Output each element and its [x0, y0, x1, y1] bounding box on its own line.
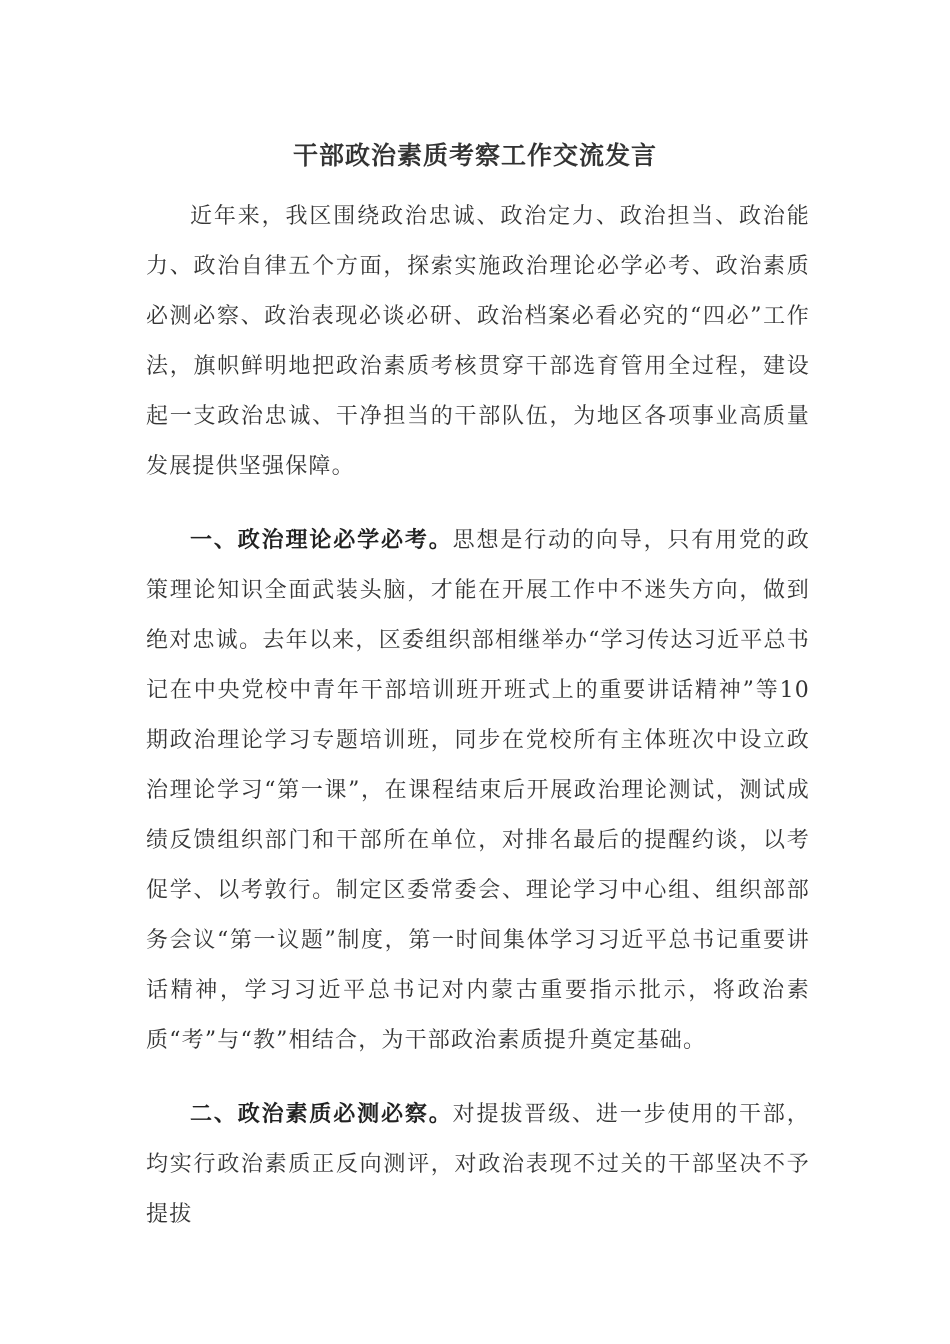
intro-paragraph: [146, 192, 810, 492]
section-2-heading: 二、政治素质必测必察。: [190, 1101, 453, 1127]
intro-paragraph-text: 近年来，我区围绕政治忠诚、政治定力、政治担当、政治能力、政治自律五个方面，探索实施政治理论必学必考、政治素质必测必察、政治表现必谈必研、政治档案必看必究的“四必”工作法，旗帜鲜明地把政治素质考核贯穿干部选育管用全过程，建设起一支政治忠诚、干净担当的干部队伍，为地区各项事业高质量发展提供坚强保障。: [146, 204, 810, 479]
section-1-heading: 一、政治理论必学必考。: [190, 527, 453, 553]
section-2-text: 对提拔晋级、进一步使用的干部，均实行政治素质正反向测评，对政治表现不过关的干部坚决不予提拔: [146, 1102, 810, 1227]
document-body: [146, 192, 810, 1263]
section-2-paragraph: [146, 1089, 810, 1240]
section-1-text: 思想是行动的向导，只有用党的政策理论知识全面武装头脑，才能在开展工作中不迷失方向，做到绝对忠诚。去年以来，区委组织部相继举办“学习传达习近平总书记在中央党校中青年干部培训班开班式上的重要讲话精神”等10期政治理论学习专题培训班，同步在党校所有主体班次中设立政治理论学习“第一课”，在课程结束后开展政治理论测试，测试成绩反馈组织部门和干部所在单位，对排名最后的提醒约谈，以考促学、以考敦行。制定区委常委会、理论学习中心组、组织部部务会议“第一议题”制度，第一时间集体学习习近平总书记重要讲话精神，学习习近平总书记对内蒙古重要指示批示，将政治素质“考”与“教”相结合，为干部政治素质提升奠定基础。: [146, 528, 810, 1053]
section-1-paragraph: [146, 515, 810, 1066]
page-title: 干部政治素质考察工作交流发言: [292, 141, 657, 170]
